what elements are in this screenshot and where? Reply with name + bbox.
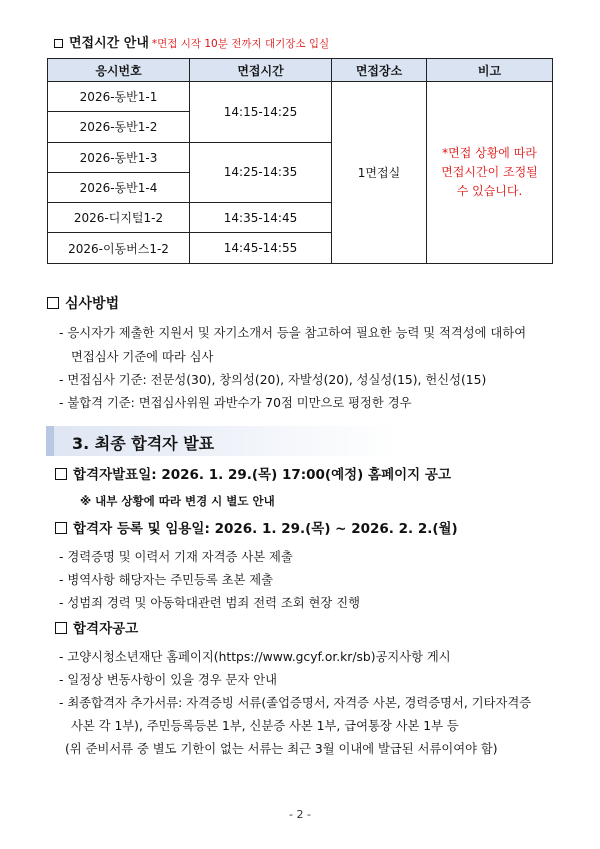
register-line: - 병역사항 해당자는 주민등록 초본 제출: [59, 573, 274, 587]
section-3-heading: [46, 426, 546, 456]
interview-time: 14:15-14:25: [190, 82, 332, 143]
applicant-number: 2026-동반1-2: [48, 112, 190, 142]
review-line: - 불합격 기준: 면접심사위원 과반수가 70점 미만으로 평정한 경우: [59, 396, 412, 410]
header-cell: 면접시간: [190, 59, 332, 82]
notice-line: 사본 각 1부), 주민등록등본 1부, 신분증 사본 1부, 급여통장 사본 1부 등: [71, 719, 459, 733]
notice-line: (위 준비서류 중 별도 기한이 없는 서류는 최근 3월 이내에 발급된 서류이여야 함): [65, 742, 498, 756]
announce-title: 합격자발표일: 2026. 1. 29.(목) 17:00(예정) 홈페이지 공고: [73, 467, 452, 483]
review-line: - 응시자가 제출한 지원서 및 자기소개서 등을 참고하여 필요한 능력 및 적격성에 대하여: [59, 326, 527, 340]
page-number: - 2 -: [289, 808, 311, 821]
applicant-number: 2026-동반1-4: [48, 172, 190, 202]
register-line: - 성범죄 경력 및 아동학대관련 범죄 전력 조회 현장 진행: [59, 596, 360, 610]
header-cell: 응시번호: [48, 59, 190, 82]
notice-line: - 최종합격자 추가서류: 자격증빙 서류(졸업증명서, 자격증 사본, 경력증명서, 기타자격증: [59, 696, 532, 710]
notice-line: - 고양시청소년재단 홈페이지(https://www.gcyf.or.kr/sb)공지사항 게시: [59, 650, 451, 664]
announce-note: ※ 내부 상황에 따라 변경 시 별도 안내: [80, 494, 275, 508]
interview-place: 1면접실: [332, 82, 427, 264]
table-row: [48, 82, 553, 112]
checkbox-square-icon: [55, 468, 67, 480]
applicant-number: 2026-동반1-3: [48, 142, 190, 172]
header-cell: 비고: [427, 59, 553, 82]
applicant-number: 2026-동반1-1: [48, 82, 190, 112]
section-3-title: 3. 최종 합격자 발표: [72, 434, 215, 453]
checkbox-square-icon: [55, 622, 67, 634]
interview-time: 14:35-14:45: [190, 203, 332, 233]
header-cell: 면접장소: [332, 59, 427, 82]
interview-heading: [54, 32, 329, 51]
register-line: - 경력증명 및 이력서 기재 자격증 사본 제출: [59, 550, 293, 564]
applicant-number: 2026-디지털1-2: [48, 203, 190, 233]
remark-cell: *면접 상황에 따라 면접시간이 조정될 수 있습니다.: [427, 82, 553, 264]
interview-title: 면접시간 안내: [69, 36, 149, 51]
table-header-row: [48, 59, 553, 82]
heading-accent-bar: [46, 426, 54, 456]
checkbox-square-icon: [55, 522, 67, 534]
interview-note: *면접 시작 10분 전까지 대기장소 입실: [151, 38, 330, 50]
checkbox-square-icon: [47, 297, 59, 309]
review-heading: [47, 293, 119, 313]
announce-heading: [55, 463, 451, 483]
interview-time: 14:45-14:55: [190, 233, 332, 263]
review-line: 면접심사 기준에 따라 심사: [71, 350, 214, 364]
review-title: 심사방법: [65, 296, 120, 312]
review-line: - 면접심사 기준: 전문성(30), 창의성(20), 자발성(20), 성실성(15), 헌신성(15): [59, 373, 487, 387]
notice-title: 합격자공고: [73, 621, 139, 637]
applicant-number: 2026-이동버스1-2: [48, 233, 190, 263]
interview-table: [47, 58, 553, 264]
notice-heading: [55, 617, 138, 637]
register-title: 합격자 등록 및 임용일: 2026. 1. 29.(목) ~ 2026. 2. 2.(월): [73, 521, 458, 537]
register-heading: [55, 517, 458, 537]
interview-time: 14:25-14:35: [190, 142, 332, 203]
checkbox-square-icon: [54, 39, 63, 48]
notice-line: - 일정상 변동사항이 있을 경우 문자 안내: [59, 673, 277, 687]
